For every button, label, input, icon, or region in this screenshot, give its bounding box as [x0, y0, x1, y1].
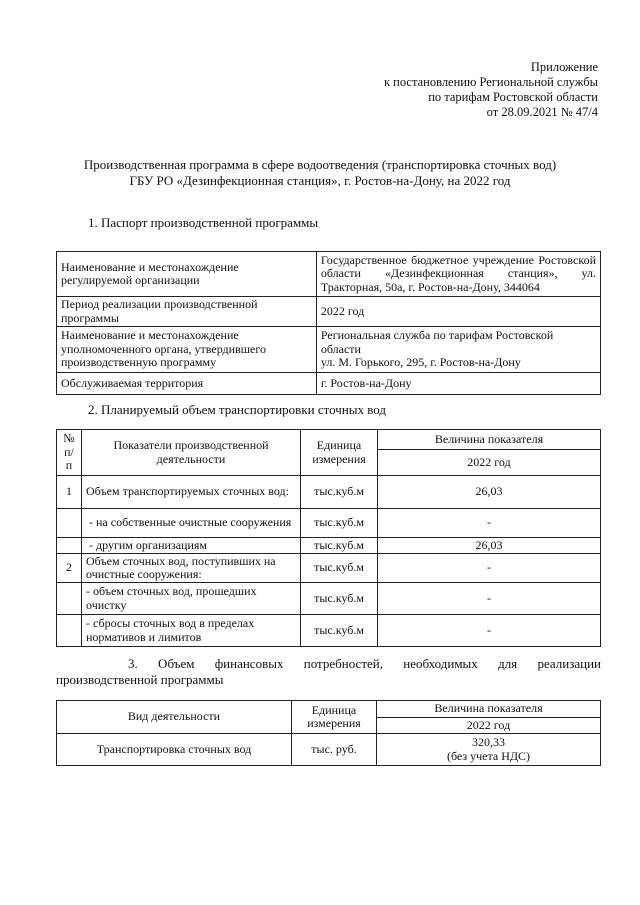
section-heading-volume: 2. Планируемый объем транспортировки сточных вод: [88, 402, 387, 417]
cell-unit: тыс.куб.м: [301, 583, 378, 615]
header-year: 2022 год: [377, 717, 601, 734]
header-unit: Единица измерения: [292, 701, 377, 734]
table-row: [57, 327, 601, 373]
table-cell: Обслуживаемая территория: [57, 373, 317, 395]
cell-num: [57, 583, 82, 615]
header-activity: Вид деятельности: [57, 701, 292, 734]
table-cell: Наименование и местонахождение уполномоченного органа, утвердившего производственную программу: [57, 327, 317, 373]
cell-indicator: - сбросы сточных вод в пределах нормативов и лимитов: [82, 615, 301, 647]
cell-indicator: Объем сточных вод, поступивших на очистные сооружения:: [82, 554, 301, 583]
header-value: Величина показателя: [377, 701, 601, 718]
finance-table: [56, 700, 601, 766]
cell-line: ул. М. Горького, 295, г. Ростов-на-Дону: [320, 355, 521, 370]
table-row: [57, 373, 601, 395]
cell-value: -: [378, 554, 601, 583]
passport-table: [56, 251, 601, 395]
table-row: [57, 297, 601, 327]
header-value: Величина показателя: [378, 430, 601, 450]
header-year: 2022 год: [378, 450, 601, 476]
table-row: [57, 252, 601, 297]
table-cell: г. Ростов-на-Дону: [316, 373, 600, 395]
cell-indicator: - на собственные очистные сооружения: [82, 509, 301, 538]
cell-num: [57, 509, 82, 538]
cell-unit: тыс.куб.м: [301, 538, 378, 554]
cell-indicator: - другим организациям: [82, 538, 301, 554]
cell-indicator: - объем сточных вод, прошедших очистку: [82, 583, 301, 615]
cell-line: (без учета НДС): [446, 748, 531, 763]
title-line: ГБУ РО «Дезинфекционная станция», г. Ростов-на-Дону, на 2022 год: [129, 173, 511, 188]
document-title: [40, 157, 600, 189]
header-unit: Единица измерения: [301, 430, 378, 476]
cell-activity: Транспортировка сточных вод: [57, 734, 292, 766]
table-cell: Период реализации производственной программы: [57, 297, 317, 327]
cell-num: [57, 538, 82, 554]
cell-unit: тыс.куб.м: [301, 615, 378, 647]
table-row: [57, 509, 601, 538]
appendix-line: от 28.09.2021 № 47/4: [486, 105, 598, 119]
cell-value: -: [378, 583, 601, 615]
table-header-row: [57, 701, 601, 718]
table-row: [57, 538, 601, 554]
table-row: [57, 476, 601, 509]
cell-indicator: Объем транспортируемых сточных вод:: [82, 476, 301, 509]
table-cell: Государственное бюджетное учреждение Ростовской области «Дезинфекционная станция», ул. Тракторная, 50а, г. Ростов-на-Дону, 344064: [316, 252, 600, 297]
cell-value: [377, 734, 601, 766]
volume-table: [56, 429, 601, 647]
table-row: [57, 734, 601, 766]
table-row: [57, 554, 601, 583]
table-cell: 2022 год: [316, 297, 600, 327]
appendix-line: к постановлению Региональной службы: [383, 75, 598, 89]
cell-num: [57, 615, 82, 647]
header-indicator: Показатели производственной деятельности: [82, 430, 301, 476]
cell-unit: тыс.куб.м: [301, 554, 378, 583]
section-heading-finance: 3. Объем финансовых потребностей, необходимых для реализации производственной программы: [56, 656, 601, 687]
cell-num: 1: [57, 476, 82, 509]
section-heading-passport: 1. Паспорт производственной программы: [88, 215, 319, 230]
table-cell: Наименование и местонахождение регулируемой организации: [57, 252, 317, 297]
cell-value: -: [378, 509, 601, 538]
table-header-row: [57, 430, 601, 450]
cell-line: 320,33: [472, 735, 505, 749]
cell-value: 26,03: [378, 538, 601, 554]
header-num: № п/п: [57, 430, 82, 476]
cell-unit: тыс.куб.м: [301, 476, 378, 509]
appendix-line: по тарифам Ростовской области: [428, 90, 598, 104]
cell-num: 2: [57, 554, 82, 583]
appendix-header: [268, 60, 598, 120]
cell-value: 26,03: [378, 476, 601, 509]
table-row: [57, 583, 601, 615]
title-line: Производственная программа в сфере водоотведения (транспортировка сточных вод): [83, 157, 557, 172]
cell-value: -: [378, 615, 601, 647]
cell-unit: тыс.куб.м: [301, 509, 378, 538]
table-cell: [316, 327, 600, 373]
cell-unit: тыс. руб.: [292, 734, 377, 766]
table-row: [57, 615, 601, 647]
appendix-line: Приложение: [530, 60, 598, 74]
cell-line: Региональная служба по тарифам Ростовской области: [320, 328, 554, 356]
